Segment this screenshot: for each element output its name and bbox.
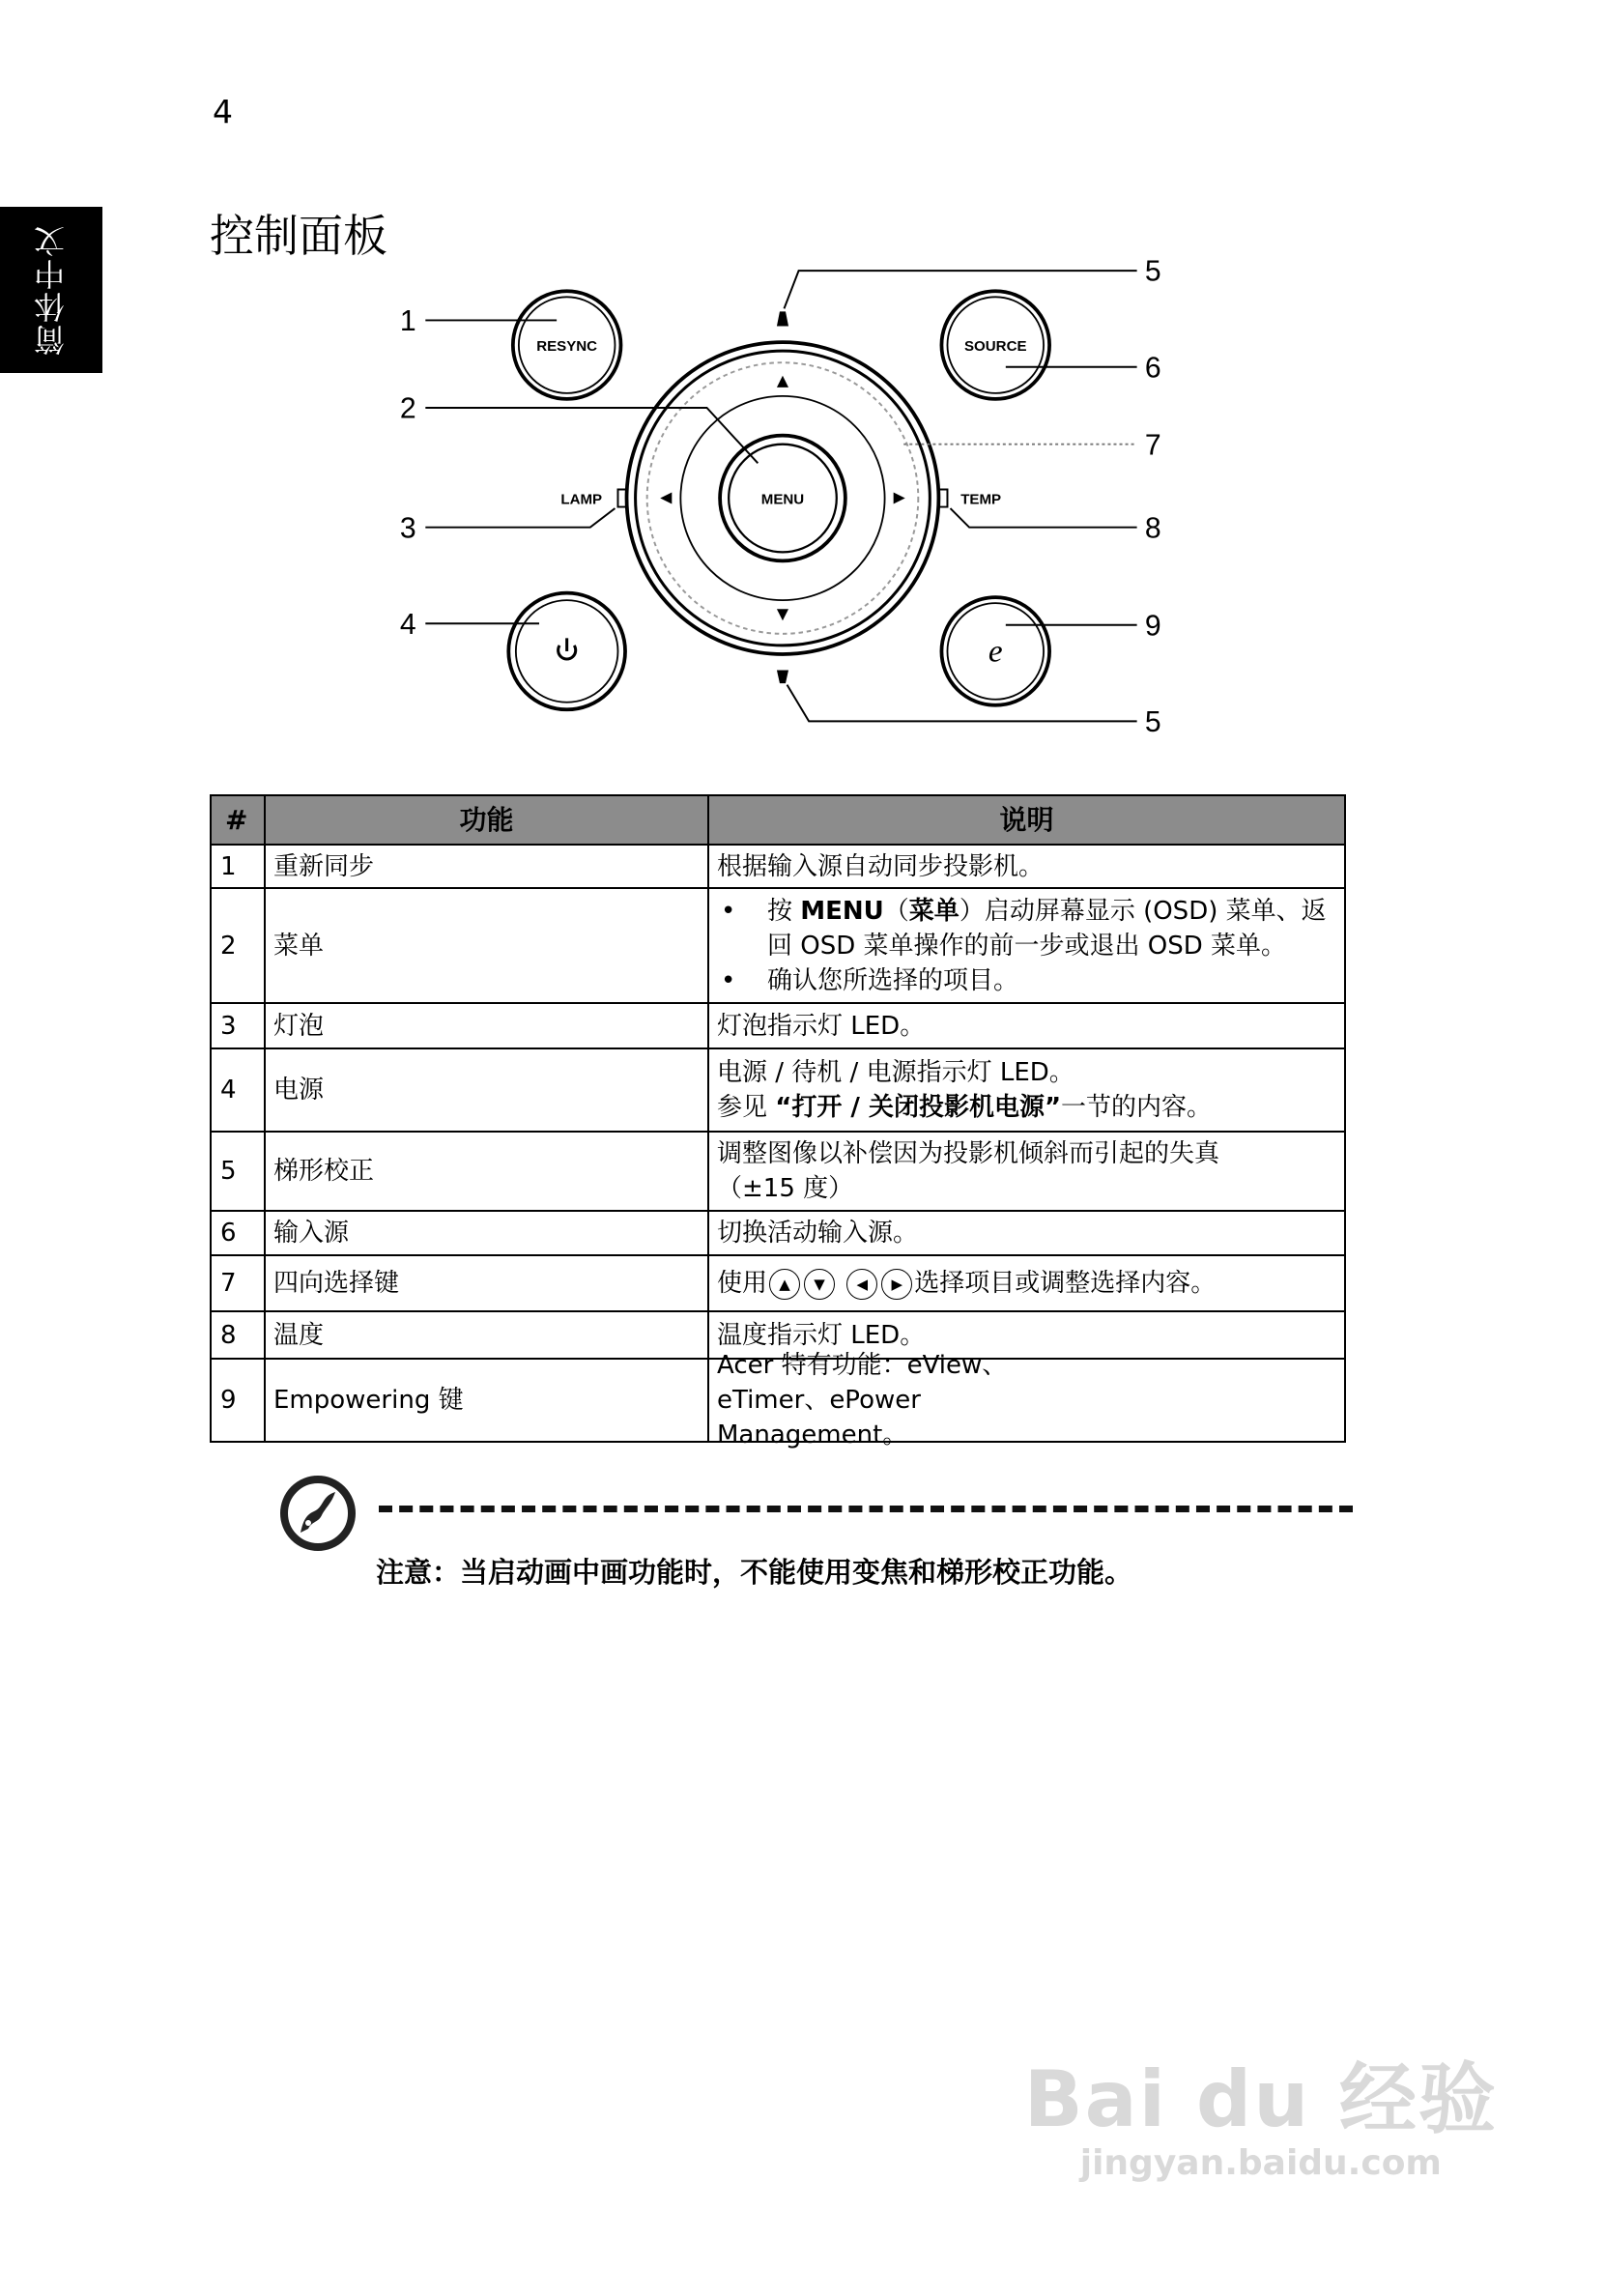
table-row <box>212 1133 1346 1212</box>
down-key-icon: ▼ <box>804 1269 835 1300</box>
text: （ <box>883 896 909 926</box>
bullet-item <box>717 894 1336 963</box>
up-arrow-icon <box>777 376 788 387</box>
table-row <box>212 1351 1346 1449</box>
table-header <box>212 796 1346 846</box>
row-function: 灯泡 <box>266 1004 709 1048</box>
keystone-up-icon <box>777 311 788 326</box>
bullet-item <box>717 963 1336 998</box>
row-description <box>709 1256 1346 1310</box>
temp-label: TEMP <box>960 491 1002 508</box>
table-row <box>212 1049 1346 1133</box>
page-number: 4 <box>213 93 233 130</box>
callout-7: 7 <box>1144 429 1161 462</box>
row-number: 3 <box>212 1004 266 1048</box>
note-pen-icon <box>279 1475 357 1552</box>
down-arrow-icon <box>777 609 788 620</box>
header-number: # <box>212 796 266 844</box>
table-row <box>212 846 1346 889</box>
menu-key-text: MENU <box>800 896 884 926</box>
row-function: 四向选择键 <box>266 1256 709 1310</box>
source-label: SOURCE <box>964 338 1027 356</box>
baidu-watermark <box>1024 2056 1498 2183</box>
row-number: 9 <box>212 1360 266 1441</box>
callout-5-top: 5 <box>1144 255 1161 288</box>
row-description <box>709 1049 1346 1131</box>
row-function: 重新同步 <box>266 846 709 887</box>
row-function: 输入源 <box>266 1212 709 1254</box>
table-row <box>212 1256 1346 1312</box>
table-row <box>212 889 1346 1004</box>
row-number: 5 <box>212 1133 266 1210</box>
page-title: 控制面板 <box>210 210 387 262</box>
callout-5-bottom: 5 <box>1144 705 1161 738</box>
text: ）启动屏幕显示 (OSD) 菜单、返回 OSD 菜单操作的前一步或退出 OSD 菜单。 <box>767 896 1327 961</box>
row-description: Acer 特有功能：eView、eTimer、ePower Management。 <box>709 1360 1346 1441</box>
table-row <box>212 1212 1346 1256</box>
row-function: 电源 <box>266 1049 709 1131</box>
right-key-icon: ▶ <box>881 1269 912 1300</box>
resync-label: RESYNC <box>536 338 598 356</box>
row-description: 温度指示灯 LED。 <box>709 1312 1346 1358</box>
side-tab-label: 简体中文 <box>33 224 70 356</box>
bullet-icon: • <box>721 965 736 995</box>
text: 按 <box>767 896 801 926</box>
table-row <box>212 1004 1346 1049</box>
row-number: 2 <box>212 889 266 1002</box>
text: 一节的内容。 <box>1061 1093 1213 1122</box>
control-panel-diagram <box>379 247 1195 743</box>
callout-4: 4 <box>399 608 416 641</box>
text: 参见 <box>717 1093 776 1122</box>
cross-reference-link[interactable]: “打开 / 关闭投影机电源” <box>775 1093 1062 1122</box>
keystone-down-icon <box>777 671 788 684</box>
bullet-icon: • <box>721 896 736 926</box>
right-arrow-icon <box>894 492 905 503</box>
row-number: 8 <box>212 1312 266 1358</box>
menu-label: MENU <box>760 491 805 508</box>
row-description: 灯泡指示灯 LED。 <box>709 1004 1346 1048</box>
row-description: 根据输入源自动同步投影机。 <box>709 846 1346 887</box>
row-number: 7 <box>212 1256 266 1310</box>
watermark-brand: Bai du 经验 <box>1023 2054 1498 2144</box>
left-arrow-icon <box>660 492 672 503</box>
note-divider <box>379 1506 1353 1512</box>
lamp-label: LAMP <box>560 491 603 508</box>
text: 使用 <box>717 1269 768 1298</box>
row-number: 1 <box>212 846 266 887</box>
row-function: 梯形校正 <box>266 1133 709 1210</box>
callout-2: 2 <box>399 392 416 425</box>
row-description: 切换活动输入源。 <box>709 1212 1346 1254</box>
row-function: 菜单 <box>266 889 709 1002</box>
callout-8: 8 <box>1144 512 1161 545</box>
header-function: 功能 <box>266 796 709 844</box>
empowering-e-icon: e <box>988 633 1003 670</box>
language-side-tab <box>0 207 102 373</box>
row-function: 温度 <box>266 1312 709 1358</box>
callout-9: 9 <box>1144 610 1161 643</box>
watermark-url: jingyan.baidu.com <box>1079 2143 1442 2183</box>
header-description: 说明 <box>709 796 1346 844</box>
text: 确认您所选择的项目。 <box>767 965 1019 995</box>
up-key-icon: ▲ <box>769 1269 800 1300</box>
callout-1: 1 <box>399 305 416 338</box>
callout-6: 6 <box>1144 352 1161 385</box>
menu-cn-text: 菜单 <box>908 896 960 926</box>
row-description: 调整图像以补偿因为投影机倾斜而引起的失真（±15 度） <box>709 1133 1346 1210</box>
power-icon <box>559 638 576 659</box>
note-text: 注意：当启动画中画功能时，不能使用变焦和梯形校正功能。 <box>376 1556 1133 1589</box>
row-description <box>709 889 1346 1002</box>
callout-3: 3 <box>399 512 416 545</box>
row-number: 4 <box>212 1049 266 1131</box>
row-number: 6 <box>212 1212 266 1254</box>
left-key-icon: ◀ <box>846 1269 877 1300</box>
function-table <box>210 794 1346 1449</box>
row-function: Empowering 键 <box>266 1360 709 1441</box>
text: 选择项目或调整选择内容。 <box>914 1269 1217 1298</box>
text: 电源 / 待机 / 电源指示灯 LED。 <box>717 1058 1074 1087</box>
